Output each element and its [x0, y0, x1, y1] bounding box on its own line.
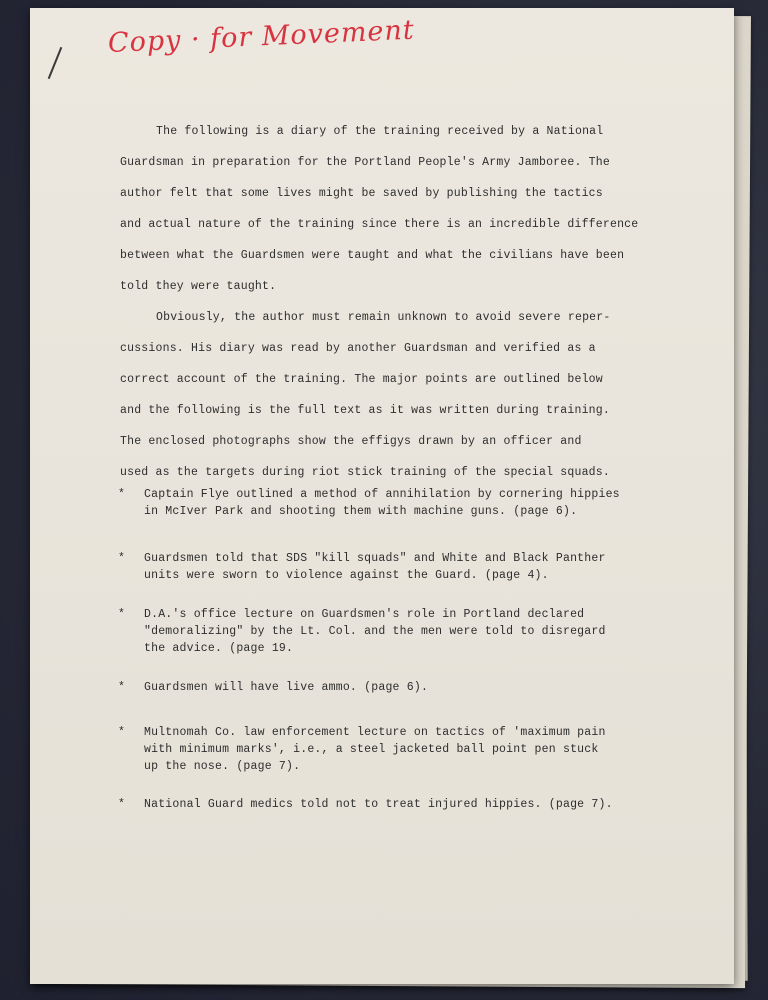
bullet-asterisk: * [118, 681, 126, 694]
text-line: and actual nature of the training since there is an incredible difference [120, 218, 639, 231]
bullet-asterisk: * [118, 726, 126, 739]
text-line: units were sworn to violence against the Guard. (page 4). [144, 569, 549, 582]
text-line: between what the Guardsmen were taught and what the civilians have been [120, 249, 625, 262]
text-line: Obviously, the author must remain unknown to avoid severe reper- [156, 311, 611, 324]
list-item [118, 796, 658, 813]
text-line: Multnomah Co. law enforcement lecture on tactics of 'maximum pain [144, 726, 606, 739]
list-item [118, 679, 658, 696]
bullet-asterisk: * [118, 488, 126, 501]
text-line: "demoralizing" by the Lt. Col. and the men were told to disregard [144, 625, 606, 638]
intro-paragraph-1 [120, 116, 650, 302]
text-line: Guardsmen told that SDS "kill squads" and White and Black Panther [144, 552, 606, 565]
text-line: Captain Flye outlined a method of annihilation by cornering hippies [144, 488, 620, 501]
text-line: The following is a diary of the training received by a National [156, 125, 604, 138]
pen-tick-mark [48, 47, 63, 79]
list-item [118, 550, 658, 584]
text-line: cussions. His diary was read by another Guardsman and verified as a [120, 342, 596, 355]
text-line: with minimum marks', i.e., a steel jacketed ball point pen stuck [144, 743, 599, 756]
text-line: D.A.'s office lecture on Guardsmen's role in Portland declared [144, 608, 585, 621]
list-item [118, 486, 658, 520]
bullet-asterisk: * [118, 608, 126, 621]
bullet-asterisk: * [118, 798, 126, 811]
bullet-asterisk: * [118, 552, 126, 565]
text-line: Guardsman in preparation for the Portland People's Army Jamboree. The [120, 156, 610, 169]
text-line: and the following is the full text as it was written during training. [120, 404, 610, 417]
text-line: The enclosed photographs show the effigys drawn by an officer and [120, 435, 582, 448]
text-line: in McIver Park and shooting them with machine guns. (page 6). [144, 505, 578, 518]
text-line: author felt that some lives might be saved by publishing the tactics [120, 187, 603, 200]
intro-paragraph-2 [120, 302, 650, 488]
handwritten-note: Copy · for Movement [107, 14, 416, 59]
intro-text [120, 116, 650, 488]
typed-document-page [30, 8, 734, 984]
text-line: Guardsmen will have live ammo. (page 6). [144, 681, 429, 694]
text-line: correct account of the training. The major points are outlined below [120, 373, 603, 386]
text-line: told they were taught. [120, 280, 277, 293]
text-line: up the nose. (page 7). [144, 760, 301, 773]
text-line: the advice. (page 19. [144, 642, 294, 655]
text-line: used as the targets during riot stick training of the special squads. [120, 466, 610, 479]
list-item [118, 606, 658, 657]
list-item [118, 724, 658, 775]
text-line: National Guard medics told not to treat injured hippies. (page 7). [144, 798, 613, 811]
